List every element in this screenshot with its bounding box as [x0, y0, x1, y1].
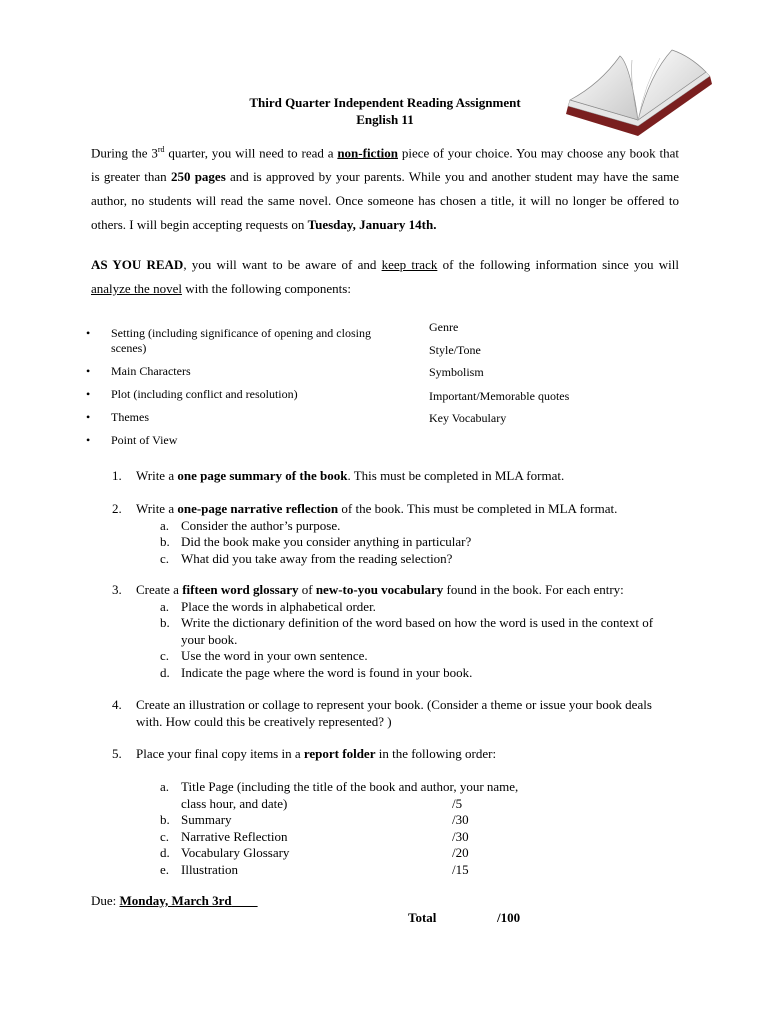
list-item: b. Summary /30 — [160, 812, 469, 827]
score-value: /30 — [452, 828, 469, 844]
task-4: 4. Create an illustration or collage to represent your book. (Consider a theme or issue your book deals with. How could this be creatively represented? ) — [112, 697, 652, 729]
score-value: /15 — [452, 861, 469, 877]
list-item: Important/Memorable quotes — [429, 389, 570, 403]
list-item: Style/Tone — [429, 343, 481, 357]
list-item: a. Place the words in alphabetical order. — [160, 598, 376, 614]
as-you-read-paragraph: AS YOU READ, you will want to be aware of and keep track of the following information since you will analyze the novel with the following components: — [91, 257, 679, 296]
task-2: 2. Write a one-page narrative reflection of the book. This must be completed in MLA format. a. Consider the author’s purpose. b. Did the book make you consider anything in particular? c. What did you take away from the reading selection? — [112, 501, 682, 567]
score-value: /30 — [452, 812, 469, 827]
list-item: Symbolism — [429, 365, 484, 379]
list-item: • Point of View — [86, 433, 406, 448]
list-item: a. Title Page (including the title of the book and author, your name, — [160, 779, 519, 794]
pages-emphasis: 250 pages — [170, 169, 226, 185]
list-item: d. Indicate the page where the word is found in your book. — [160, 664, 473, 680]
list-item: b. Write the dictionary definition of the word based on how the word is used in the context of your book. — [160, 615, 654, 647]
components-list-right — [429, 320, 569, 426]
task-3: 3. Create a fifteen word glossary of new-to-you vocabulary found in the book. For each entry: a. Place the words in alphabetical order. b. Write the dictionary definition of the word based on how the word is used in the context of your book. c. Use the word in your own sentence. d. Indicate the page where the word is found in your book. — [112, 582, 682, 681]
list-item: c. Use the word in your own sentence. — [160, 648, 368, 663]
total-value: /100 — [497, 910, 521, 925]
task-5: 5. Place your final copy items in a report folder in the following order: — [112, 746, 497, 761]
task-1: 1. Write a one page summary of the book. This must be completed in MLA format. — [112, 468, 565, 483]
list-item: • Plot (including conflict and resolution) — [86, 387, 406, 402]
list-item: c. Narrative Reflection /30 — [160, 828, 469, 844]
page-title: Third Quarter Independent Reading Assignment — [249, 95, 521, 110]
score-value: /20 — [452, 845, 469, 860]
list-item: d. Vocabulary Glossary /20 — [160, 845, 469, 860]
list-item: c. What did you take away from the reading selection? — [160, 550, 453, 566]
due-date-line: Due: Monday, March 3rd — [91, 893, 232, 908]
list-item: e. Illustration /15 — [160, 861, 469, 877]
non-fiction-emphasis: non-fiction — [337, 145, 398, 161]
components-list-left — [86, 326, 406, 448]
report-folder-order — [112, 779, 682, 878]
list-item: Key Vocabulary — [429, 411, 507, 425]
list-item: class hour, and date) /5 — [181, 795, 463, 811]
page-subtitle: English 11 — [356, 112, 414, 127]
score-value: /5 — [452, 795, 463, 811]
intro-paragraph: During the 3rd quarter, you will need to read a non-fiction piece of your choice. You may choose any book that is greater than 250 pages and is approved by your parents. While you and another student may have the same author, no students will read the same novel. Once someone has chosen a title, it will no longer be offered to others. I will begin accepting requests on Tuesday, January 14th. — [91, 145, 680, 233]
list-item: • Themes — [86, 410, 406, 425]
total-label: Total — [408, 910, 437, 925]
list-item: Genre — [429, 320, 459, 334]
list-item: • Setting (including significance of opening and closing scenes) — [86, 326, 396, 356]
date-emphasis: Tuesday, January 14th. — [307, 217, 437, 233]
list-item: b. Did the book make you consider anything in particular? — [160, 534, 472, 549]
list-item: a. Consider the author’s purpose. — [160, 517, 341, 533]
due-date: Monday, March 3rd — [119, 893, 232, 908]
list-item: • Main Characters — [86, 364, 406, 379]
